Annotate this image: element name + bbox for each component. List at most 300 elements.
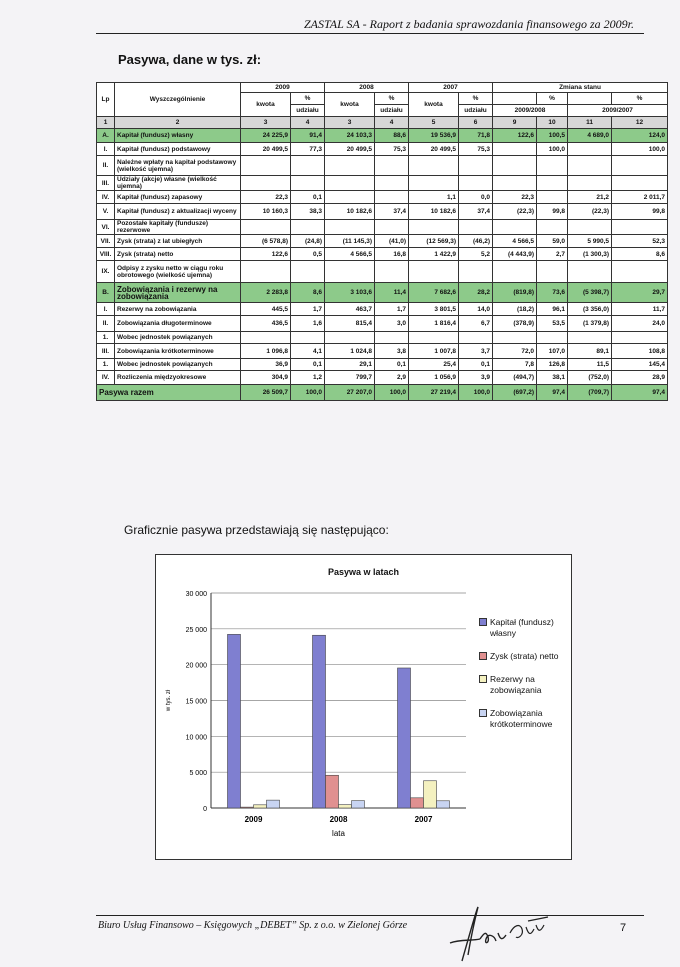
row-lp: IV. bbox=[97, 371, 115, 385]
table-cell bbox=[409, 261, 459, 283]
total-cell: 97,4 bbox=[612, 385, 668, 401]
row-lp: IV. bbox=[97, 191, 115, 204]
total-cell: 27 207,0 bbox=[325, 385, 375, 401]
y-tick-label: 30 000 bbox=[185, 591, 207, 598]
table-cell bbox=[568, 143, 612, 156]
table-cell: (494,7) bbox=[493, 371, 537, 385]
col-header-kwota: kwota bbox=[409, 93, 459, 117]
table-cell: 4 566,5 bbox=[493, 235, 537, 248]
chart-box bbox=[155, 554, 572, 860]
table-row bbox=[97, 235, 668, 248]
col-header-pct: % bbox=[291, 93, 325, 105]
footer-divider bbox=[96, 915, 644, 916]
row-lp: 1. bbox=[97, 332, 115, 344]
table-row bbox=[97, 248, 668, 261]
col-header-pct: % bbox=[375, 93, 409, 105]
table-cell bbox=[325, 261, 375, 283]
col-header-udzialu: udziału bbox=[459, 105, 493, 117]
col-header-udzialu: udziału bbox=[375, 105, 409, 117]
bar bbox=[352, 801, 365, 808]
bar bbox=[424, 781, 437, 808]
table-cell: (24,8) bbox=[291, 235, 325, 248]
x-tick-label: 2009 bbox=[244, 815, 263, 824]
table-cell: 6,7 bbox=[459, 316, 493, 332]
table-cell: 22,3 bbox=[241, 191, 291, 204]
table-cell: (5 398,7) bbox=[568, 283, 612, 303]
column-number: 3 bbox=[241, 117, 291, 129]
y-tick-label: 15 000 bbox=[185, 698, 207, 706]
table-row bbox=[97, 191, 668, 204]
table-cell: (11 145,3) bbox=[325, 235, 375, 248]
table-cell: 38,3 bbox=[291, 204, 325, 220]
legend-label: Kapitał (fundusz) własny bbox=[490, 617, 554, 638]
bar bbox=[326, 775, 339, 808]
col-header-name: Wyszczególnienie bbox=[115, 83, 241, 117]
table-cell: 4 566,5 bbox=[325, 248, 375, 261]
table-cell bbox=[459, 156, 493, 176]
table-cell: 1 056,9 bbox=[409, 371, 459, 385]
legend-swatch bbox=[479, 618, 487, 626]
table-cell: 36,9 bbox=[241, 359, 291, 371]
table-cell: 1,1 bbox=[409, 191, 459, 204]
table-cell bbox=[568, 176, 612, 191]
column-number: 3 bbox=[325, 117, 375, 129]
row-lp: I. bbox=[97, 303, 115, 316]
table-cell: 815,4 bbox=[325, 316, 375, 332]
y-tick-label: 5 000 bbox=[189, 770, 207, 778]
table-cell: 59,0 bbox=[537, 235, 568, 248]
table-cell: (22,3) bbox=[493, 204, 537, 220]
table-row bbox=[97, 344, 668, 359]
total-cell: 97,4 bbox=[537, 385, 568, 401]
table-cell bbox=[325, 220, 375, 235]
table-cell: 0,1 bbox=[291, 191, 325, 204]
col-header-year: 2009 bbox=[241, 83, 325, 93]
col-header-pct: % bbox=[612, 93, 668, 105]
table-cell: (18,2) bbox=[493, 303, 537, 316]
footer-text: Biuro Usług Finansowo – Księgowych „DEBET” Sp. z o.o. w Zielonej Górze bbox=[98, 920, 408, 931]
table-cell bbox=[493, 143, 537, 156]
table-cell bbox=[325, 156, 375, 176]
table-cell: 145,4 bbox=[612, 359, 668, 371]
row-label: Kapitał (fundusz) zapasowy bbox=[115, 191, 241, 204]
col-header-change: Zmiana stanu bbox=[493, 83, 668, 93]
table-cell: (819,8) bbox=[493, 283, 537, 303]
table-cell: 38,1 bbox=[537, 371, 568, 385]
table-cell: 4,1 bbox=[291, 344, 325, 359]
table-cell bbox=[493, 332, 537, 344]
col-header-kwota: kwota bbox=[325, 93, 375, 117]
table-cell bbox=[291, 261, 325, 283]
table-row bbox=[97, 303, 668, 316]
table-cell: 100,0 bbox=[537, 143, 568, 156]
table-cell: 10 182,6 bbox=[325, 204, 375, 220]
table-cell bbox=[241, 261, 291, 283]
table-cell: 3 801,5 bbox=[409, 303, 459, 316]
total-row bbox=[97, 385, 668, 401]
table-cell: 91,4 bbox=[291, 129, 325, 143]
col-header-year: 2008 bbox=[325, 83, 409, 93]
table-cell: 445,5 bbox=[241, 303, 291, 316]
table-cell: 108,8 bbox=[612, 344, 668, 359]
table-cell: 1,2 bbox=[291, 371, 325, 385]
table-cell bbox=[568, 332, 612, 344]
table-cell: 463,7 bbox=[325, 303, 375, 316]
table-cell: 20 499,5 bbox=[325, 143, 375, 156]
table-cell: 100,5 bbox=[537, 129, 568, 143]
chart-title: Pasywa w latach bbox=[327, 567, 400, 577]
table-cell: 100,0 bbox=[612, 143, 668, 156]
table-cell: 3,8 bbox=[375, 344, 409, 359]
table-cell bbox=[325, 332, 375, 344]
table-row bbox=[97, 332, 668, 344]
table-row bbox=[97, 156, 668, 176]
col-header-empty bbox=[568, 93, 612, 105]
table-cell: 304,9 bbox=[241, 371, 291, 385]
col-header-udzialu: udziału bbox=[291, 105, 325, 117]
table-cell: 3 103,6 bbox=[325, 283, 375, 303]
table-cell: 88,6 bbox=[375, 129, 409, 143]
table-cell bbox=[537, 176, 568, 191]
table-cell: (378,9) bbox=[493, 316, 537, 332]
row-label: Udziały (akcje) własne (wielkość ujemna) bbox=[115, 176, 241, 191]
row-label: Pozostałe kapitały (fundusze) rezerwowe bbox=[115, 220, 241, 235]
table-cell bbox=[409, 176, 459, 191]
table-row bbox=[97, 204, 668, 220]
total-cell: 100,0 bbox=[291, 385, 325, 401]
row-lp: II. bbox=[97, 156, 115, 176]
table-cell: 24 103,3 bbox=[325, 129, 375, 143]
table-row bbox=[97, 220, 668, 235]
table-cell: 10 182,6 bbox=[409, 204, 459, 220]
table-cell bbox=[493, 176, 537, 191]
column-number: 10 bbox=[537, 117, 568, 129]
row-lp: IX. bbox=[97, 261, 115, 283]
table-cell: 28,9 bbox=[612, 371, 668, 385]
table-cell bbox=[291, 332, 325, 344]
table-cell: 799,7 bbox=[325, 371, 375, 385]
row-lp: A. bbox=[97, 129, 115, 143]
table-cell: 89,1 bbox=[568, 344, 612, 359]
table-cell: 75,3 bbox=[459, 143, 493, 156]
table-cell bbox=[537, 191, 568, 204]
table-cell: 4 689,0 bbox=[568, 129, 612, 143]
table-cell: 24,0 bbox=[612, 316, 668, 332]
table-cell bbox=[612, 176, 668, 191]
table-cell bbox=[459, 220, 493, 235]
legend-item bbox=[479, 708, 574, 730]
legend-item bbox=[479, 617, 574, 639]
bar bbox=[398, 668, 411, 808]
table-cell: 52,3 bbox=[612, 235, 668, 248]
legend-swatch bbox=[479, 709, 487, 717]
bar bbox=[267, 800, 280, 808]
table-cell bbox=[612, 156, 668, 176]
row-lp: III. bbox=[97, 344, 115, 359]
table-cell: 0,1 bbox=[291, 359, 325, 371]
total-cell: 26 509,7 bbox=[241, 385, 291, 401]
table-cell bbox=[409, 156, 459, 176]
table-cell bbox=[493, 261, 537, 283]
table-cell: 8,6 bbox=[612, 248, 668, 261]
bar bbox=[241, 807, 254, 808]
row-lp: 1. bbox=[97, 359, 115, 371]
col-header-period: 2009/2008 bbox=[493, 105, 568, 117]
table-row bbox=[97, 176, 668, 191]
table-cell: 22,3 bbox=[493, 191, 537, 204]
table-cell bbox=[459, 261, 493, 283]
table-cell bbox=[568, 156, 612, 176]
table-cell: 29,1 bbox=[325, 359, 375, 371]
table-cell: 2,7 bbox=[537, 248, 568, 261]
table-cell: (4 443,9) bbox=[493, 248, 537, 261]
legend-item bbox=[479, 651, 574, 662]
row-lp: VIII. bbox=[97, 248, 115, 261]
table-cell: (12 569,3) bbox=[409, 235, 459, 248]
column-number: 4 bbox=[375, 117, 409, 129]
table-cell: 75,3 bbox=[375, 143, 409, 156]
total-cell: 27 219,4 bbox=[409, 385, 459, 401]
column-number: 1 bbox=[97, 117, 115, 129]
table-cell: 21,2 bbox=[568, 191, 612, 204]
col-header-period: 2009/2007 bbox=[568, 105, 668, 117]
table-row bbox=[97, 283, 668, 303]
table-cell bbox=[325, 191, 375, 204]
table-cell: 19 536,9 bbox=[409, 129, 459, 143]
signature-mark bbox=[440, 903, 550, 965]
table-cell bbox=[568, 261, 612, 283]
table-cell: 1 024,8 bbox=[325, 344, 375, 359]
legend-label: Zobowiązania krótkoterminowe bbox=[490, 708, 553, 729]
table-cell bbox=[375, 176, 409, 191]
table-cell: 14,0 bbox=[459, 303, 493, 316]
table-cell: 1,7 bbox=[291, 303, 325, 316]
table-cell bbox=[241, 220, 291, 235]
table-cell: 96,1 bbox=[537, 303, 568, 316]
row-label: Rezerwy na zobowiązania bbox=[115, 303, 241, 316]
table-row bbox=[97, 371, 668, 385]
table-cell: 20 499,5 bbox=[409, 143, 459, 156]
row-label: Zysk (strata) z lat ubiegłych bbox=[115, 235, 241, 248]
legend-swatch bbox=[479, 652, 487, 660]
row-label: Kapitał (fundusz) z aktualizacji wyceny bbox=[115, 204, 241, 220]
table-cell: 122,6 bbox=[241, 248, 291, 261]
table-cell bbox=[537, 156, 568, 176]
table-cell bbox=[241, 156, 291, 176]
row-label: Rozliczenia międzyokresowe bbox=[115, 371, 241, 385]
table-cell: 28,2 bbox=[459, 283, 493, 303]
table-cell: 5,2 bbox=[459, 248, 493, 261]
table-cell bbox=[493, 156, 537, 176]
table-cell bbox=[612, 261, 668, 283]
row-label: Zobowiązania długoterminowe bbox=[115, 316, 241, 332]
col-header-year: 2007 bbox=[409, 83, 493, 93]
table-cell: (752,0) bbox=[568, 371, 612, 385]
table-cell: 7 682,6 bbox=[409, 283, 459, 303]
liabilities-table bbox=[96, 82, 668, 401]
header-text: ZASTAL SA - Raport z badania sprawozdania finansowego za 2009r. bbox=[303, 17, 634, 31]
table-cell bbox=[409, 220, 459, 235]
col-header-pct: % bbox=[459, 93, 493, 105]
total-cell: 100,0 bbox=[375, 385, 409, 401]
table-cell: 3,7 bbox=[459, 344, 493, 359]
page-number: 7 bbox=[620, 922, 627, 934]
table-cell: 10 160,3 bbox=[241, 204, 291, 220]
bar bbox=[254, 805, 267, 808]
table-cell: 0,1 bbox=[375, 359, 409, 371]
row-label: Wobec jednostek powiązanych bbox=[115, 332, 241, 344]
table-cell: 73,6 bbox=[537, 283, 568, 303]
table-cell: 16,8 bbox=[375, 248, 409, 261]
row-lp: VII. bbox=[97, 235, 115, 248]
column-number-row bbox=[97, 117, 668, 129]
table-cell bbox=[493, 220, 537, 235]
row-label: Należne wpłaty na kapitał podstawowy (wielkość ujemna) bbox=[115, 156, 241, 176]
col-header-kwota: kwota bbox=[241, 93, 291, 117]
row-label: Zobowiązania krótkoterminowe bbox=[115, 344, 241, 359]
table-cell bbox=[612, 220, 668, 235]
table-cell bbox=[459, 332, 493, 344]
table-cell: 11,5 bbox=[568, 359, 612, 371]
col-header-lp: Lp bbox=[97, 83, 115, 117]
table-cell: 37,4 bbox=[459, 204, 493, 220]
table-cell bbox=[375, 332, 409, 344]
row-label: Zysk (strata) netto bbox=[115, 248, 241, 261]
table-cell bbox=[537, 261, 568, 283]
x-tick-label: 2007 bbox=[414, 815, 433, 824]
row-label: Zobowiązania i rezerwy na zobowiązania bbox=[115, 283, 241, 303]
table-cell: 8,6 bbox=[291, 283, 325, 303]
table-cell: 436,5 bbox=[241, 316, 291, 332]
table-cell: 122,6 bbox=[493, 129, 537, 143]
column-number: 11 bbox=[568, 117, 612, 129]
table-cell: (3 356,0) bbox=[568, 303, 612, 316]
table-cell: (1 300,3) bbox=[568, 248, 612, 261]
column-number: 5 bbox=[409, 117, 459, 129]
table-cell: 3,9 bbox=[459, 371, 493, 385]
table-cell: 71,8 bbox=[459, 129, 493, 143]
table-cell bbox=[291, 220, 325, 235]
column-number: 12 bbox=[612, 117, 668, 129]
table-cell: 1 422,9 bbox=[409, 248, 459, 261]
table-cell: 5 990,5 bbox=[568, 235, 612, 248]
table-cell: 1,6 bbox=[291, 316, 325, 332]
table-cell: 2,9 bbox=[375, 371, 409, 385]
table-cell: 25,4 bbox=[409, 359, 459, 371]
table-cell: 99,8 bbox=[612, 204, 668, 220]
y-tick-label: 0 bbox=[203, 806, 207, 813]
y-tick-label: 20 000 bbox=[185, 662, 207, 670]
row-lp: VI. bbox=[97, 220, 115, 235]
total-cell: 100,0 bbox=[459, 385, 493, 401]
table-cell: 24 225,9 bbox=[241, 129, 291, 143]
table-cell bbox=[325, 176, 375, 191]
table-cell: 107,0 bbox=[537, 344, 568, 359]
table-cell bbox=[375, 261, 409, 283]
table-cell bbox=[459, 176, 493, 191]
col-header-pct: % bbox=[537, 93, 568, 105]
total-cell: (709,7) bbox=[568, 385, 612, 401]
table-cell: (6 578,8) bbox=[241, 235, 291, 248]
table-cell: 124,0 bbox=[612, 129, 668, 143]
column-number: 9 bbox=[493, 117, 537, 129]
row-lp: V. bbox=[97, 204, 115, 220]
table-row bbox=[97, 143, 668, 156]
table-cell: (41,0) bbox=[375, 235, 409, 248]
row-label: Odpisy z zysku netto w ciągu roku obrotowego (wielkość ujemna) bbox=[115, 261, 241, 283]
x-tick-label: 2008 bbox=[329, 815, 348, 824]
table-cell bbox=[241, 332, 291, 344]
total-cell: (697,2) bbox=[493, 385, 537, 401]
table-cell bbox=[375, 191, 409, 204]
bar bbox=[339, 805, 352, 808]
column-number: 4 bbox=[291, 117, 325, 129]
table-cell: 3,0 bbox=[375, 316, 409, 332]
table-cell bbox=[375, 156, 409, 176]
table-cell: 11,4 bbox=[375, 283, 409, 303]
table-cell: 77,3 bbox=[291, 143, 325, 156]
table-cell bbox=[537, 220, 568, 235]
table-cell: 20 499,5 bbox=[241, 143, 291, 156]
bar-chart bbox=[156, 555, 476, 861]
chart-intro-text: Graficznie pasywa przedstawiają się następująco: bbox=[124, 523, 389, 537]
table-cell: (22,3) bbox=[568, 204, 612, 220]
table-cell: 2 011,7 bbox=[612, 191, 668, 204]
table-cell: 1 007,8 bbox=[409, 344, 459, 359]
bar bbox=[228, 634, 241, 808]
table-cell: 0,0 bbox=[459, 191, 493, 204]
table-cell: (46,2) bbox=[459, 235, 493, 248]
row-label: Kapitał (fundusz) podstawowy bbox=[115, 143, 241, 156]
liabilities-table-wrap bbox=[96, 82, 667, 401]
table-cell: 2 283,8 bbox=[241, 283, 291, 303]
total-label: Pasywa razem bbox=[97, 385, 241, 401]
page-header bbox=[96, 8, 644, 34]
row-lp: I. bbox=[97, 143, 115, 156]
table-cell: 99,8 bbox=[537, 204, 568, 220]
row-label: Wobec jednostek powiązanych bbox=[115, 359, 241, 371]
y-tick-label: 10 000 bbox=[185, 734, 207, 742]
table-row bbox=[97, 261, 668, 283]
x-axis-label: lata bbox=[332, 829, 345, 838]
y-axis-label: w tys. zł bbox=[166, 689, 172, 712]
row-label: Kapitał (fundusz) własny bbox=[115, 129, 241, 143]
chart-legend bbox=[479, 617, 574, 742]
table-cell: 0,1 bbox=[459, 359, 493, 371]
table-cell: 1,7 bbox=[375, 303, 409, 316]
table-row bbox=[97, 129, 668, 143]
legend-label: Zysk (strata) netto bbox=[490, 651, 559, 661]
column-number: 2 bbox=[115, 117, 241, 129]
table-cell: 126,8 bbox=[537, 359, 568, 371]
table-cell: 11,7 bbox=[612, 303, 668, 316]
table-cell bbox=[568, 220, 612, 235]
y-tick-label: 25 000 bbox=[185, 626, 207, 634]
table-cell: 72,0 bbox=[493, 344, 537, 359]
table-cell: 0,5 bbox=[291, 248, 325, 261]
bar bbox=[411, 798, 424, 808]
table-row bbox=[97, 359, 668, 371]
table-cell: 37,4 bbox=[375, 204, 409, 220]
bar bbox=[313, 635, 326, 808]
row-lp: B. bbox=[97, 283, 115, 303]
table-cell bbox=[375, 220, 409, 235]
row-lp: III. bbox=[97, 176, 115, 191]
table-cell bbox=[241, 176, 291, 191]
table-cell: 1 096,8 bbox=[241, 344, 291, 359]
bar bbox=[437, 801, 450, 808]
table-cell: 7,8 bbox=[493, 359, 537, 371]
